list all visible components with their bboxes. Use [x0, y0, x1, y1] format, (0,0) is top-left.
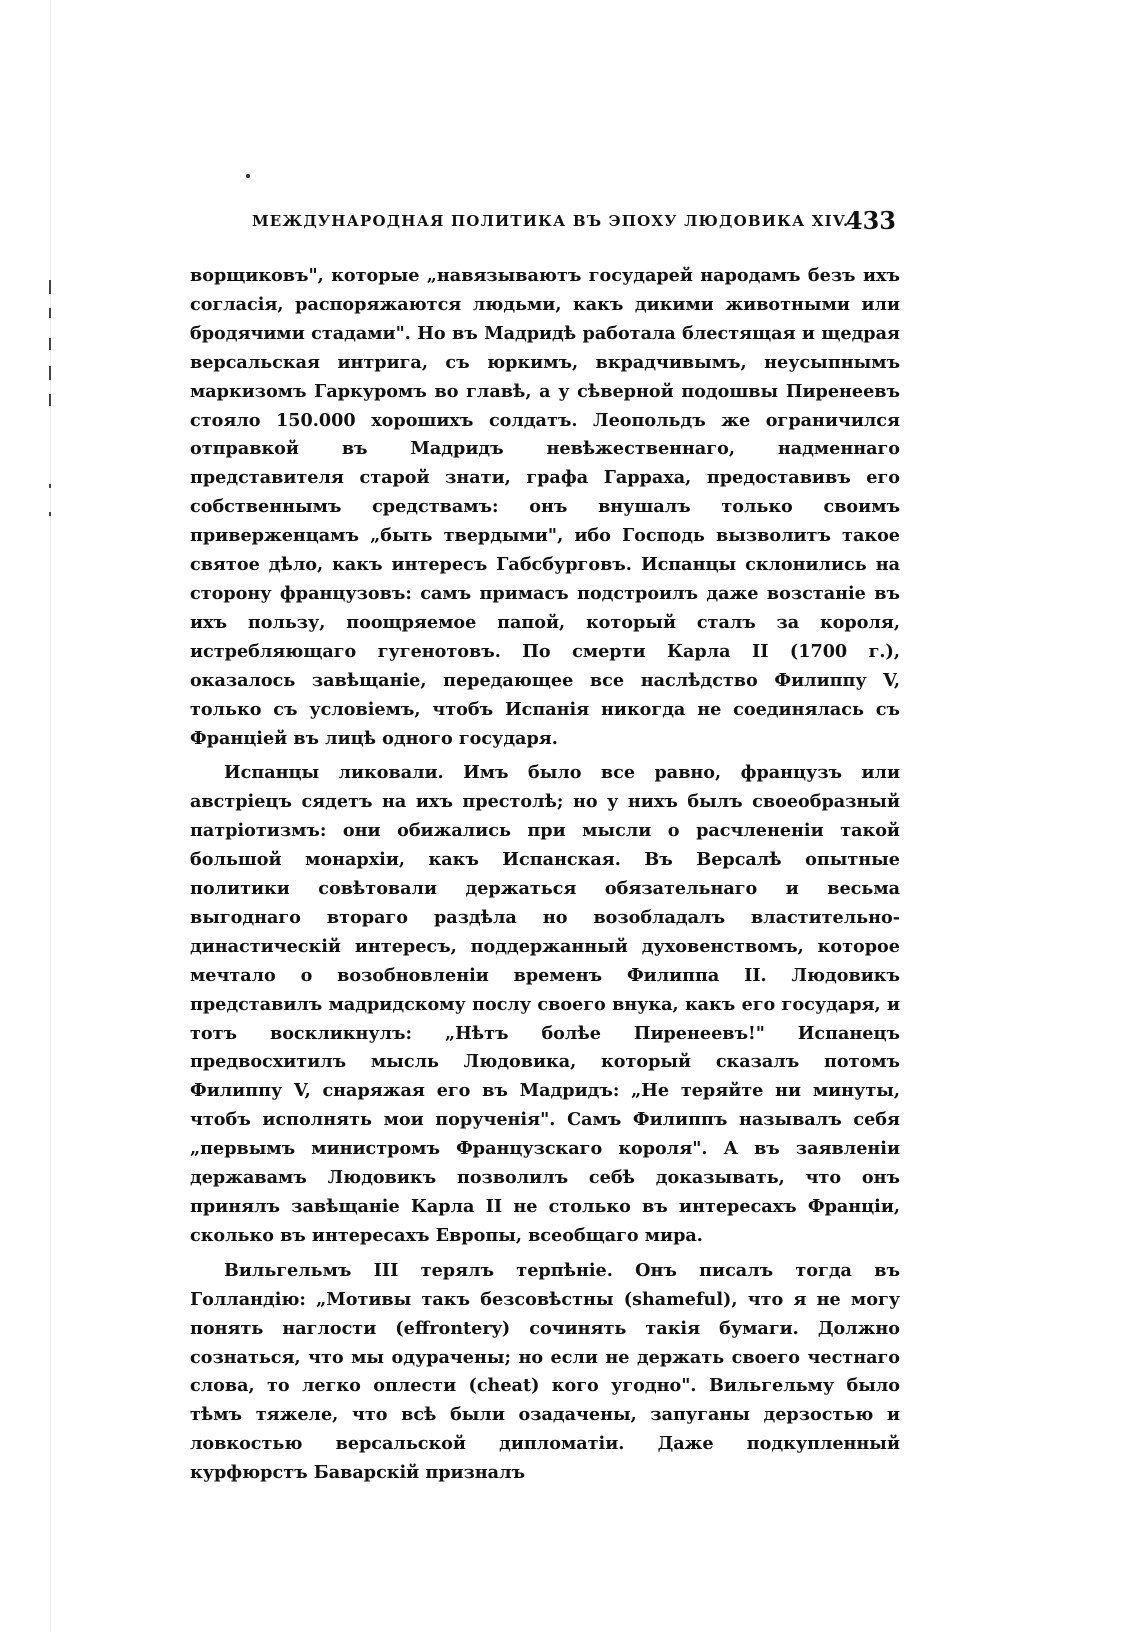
margin-mark — [49, 484, 51, 488]
margin-mark — [49, 512, 51, 516]
margin-mark — [49, 338, 51, 350]
paragraph: ворщиковъ", которые „навязываютъ государей народамъ безъ ихъ согласія, распоряжаются людьми, какъ дикими животными или бродячими стадами". Но въ Мадридѣ работала блестящая и щедрая версальская интрига, съ юркимъ, вкрадчивымъ, неусыпнымъ маркизомъ Гаркуромъ во главѣ, а у сѣверной подошвы Пиренеевъ стояло 150.000 хорошихъ солдатъ. Леопольдъ же ограничился отправкой въ Мадридъ невѣжественнаго, надменнаго представителя старой знати, графа Гарраха, предоставивъ его собственнымъ средствамъ: онъ внушалъ только своимъ приверженцамъ „быть твердыми", ибо Господь вызволитъ такое святое дѣло, какъ интересъ Габсбурговъ. Испанцы склонились на сторону французовъ: самъ примасъ подстроилъ даже возстаніе въ ихъ пользу, поощряемое папой, который сталъ за короля, истребляющаго гугенотовъ. По смерти Карла II (1700 г.), оказалось завѣщаніе, передающее все наслѣдство Филиппу V, только съ условіемъ, чтобъ Испанія никогда не соединялась съ Франціей въ лицѣ одного государя. — [190, 265, 900, 749]
running-title: МЕЖДУНАРОДНАЯ ПОЛИТИКА ВЪ ЭПОХУ ЛЮДОВИКА XIV. — [252, 212, 850, 230]
scan-edge — [50, 0, 51, 1632]
paragraph: Испанцы ликовали. Имъ было все равно, французъ или австріецъ сядетъ на ихъ престолѣ; но у нихъ былъ своеобразный патріотизмъ: они обижались при мысли о расчлененіи такой большой монархіи, какъ Испанская. Въ Версалѣ опытные политики совѣтовали держаться обязательнаго и весьма выгоднаго втораго раздѣла но возобладалъ властительно-династическій интересъ, поддержанный духовенствомъ, которое мечтало о возобновленіи временъ Филиппа II. Людовикъ представилъ мадридскому послу своего внука, какъ его государя, и тотъ воскликнулъ: „Нѣтъ болѣе Пиренеевъ!" Испанецъ предвосхитилъ мысль Людовика, который сказалъ потомъ Филиппу V, снаряжая его въ Мадридъ: „Не теряйте ни минуты, чтобъ исполнять мои порученія". Самъ Филиппъ называлъ себя „первымъ министромъ Французскаго короля". А въ заявленіи державамъ Людовикъ позволилъ себѣ доказывать, что онъ принялъ завѣщаніе Карла II не столько въ интересахъ Франціи, сколько въ интересахъ Европы, всеобщаго мира. — [190, 762, 900, 1246]
paragraph: Вильгельмъ III терялъ терпѣніе. Онъ писалъ тогда въ Голландію: „Мотивы такъ безсовѣстны (shameful), что я не могу понять наглости (effrontery) сочинять такія бумаги. Должно сознаться, что мы одурачены; но если не держать своего честнаго слова, то легко оплести (cheat) кого угодно". Вильгельму было тѣмъ тяжеле, что всѣ были озадачены, запуганы дерзостью и ловкостью версальской дипломатіи. Даже подкупленный курфюрстъ Баварскій призналъ — [190, 1259, 900, 1484]
margin-mark — [49, 308, 51, 318]
running-head — [190, 204, 900, 248]
page-number: 433 — [845, 206, 896, 235]
margin-mark — [49, 394, 51, 406]
margin-marks — [44, 280, 58, 520]
book-page — [190, 204, 900, 1488]
body-text — [190, 262, 900, 1488]
margin-mark — [49, 280, 51, 294]
margin-mark — [49, 366, 51, 380]
scan-speck — [246, 174, 250, 178]
